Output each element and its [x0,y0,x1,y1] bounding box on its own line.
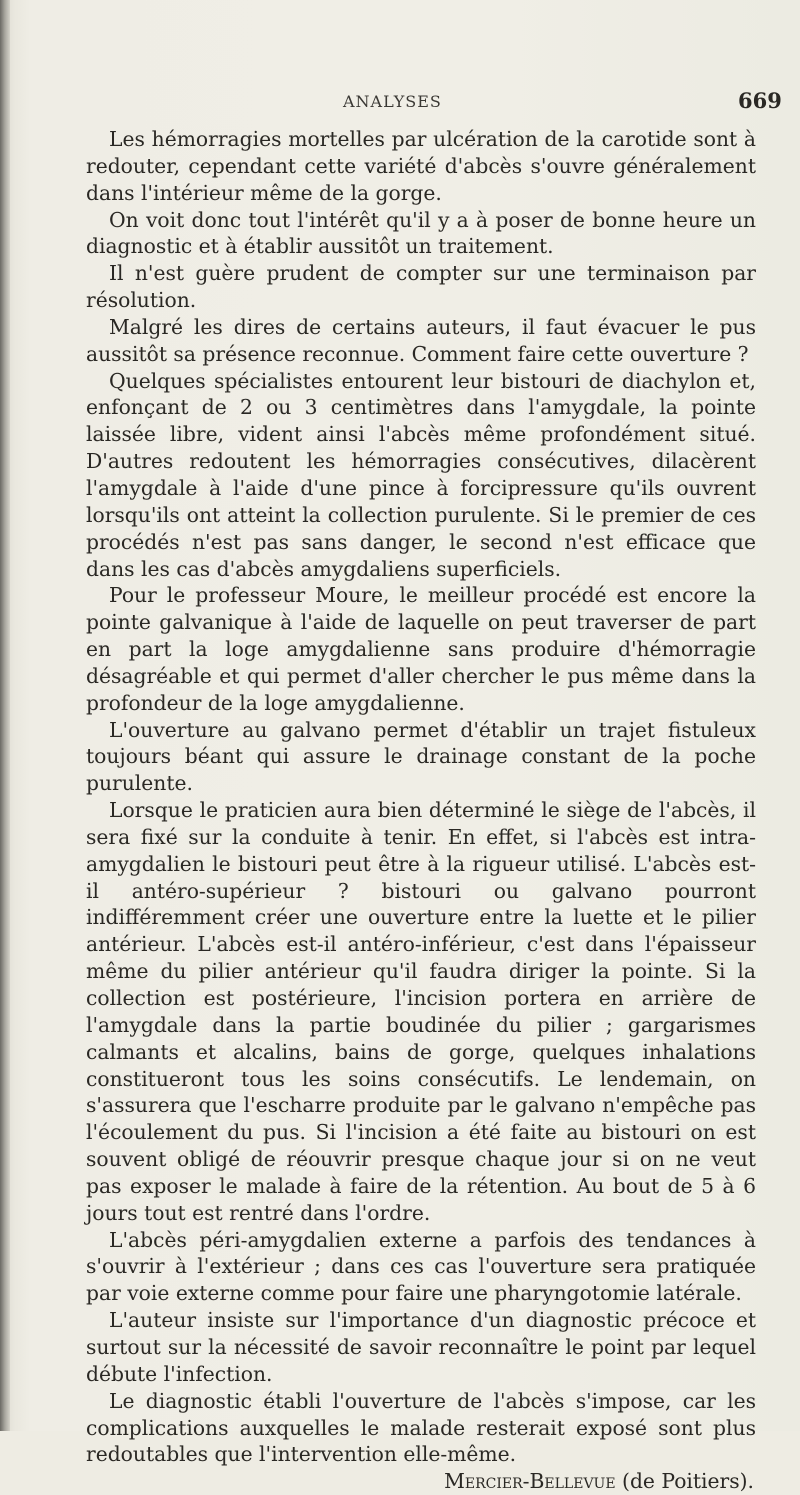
paragraph: Lorsque le praticien aura bien déterminé le siège de l'abcès, il sera fixé sur la conduite à tenir. En effet, si l'abcès est intra-amygdalien le bistouri peut être à la rigueur utilisé. L'abcès est-il antéro-supérieur ? bistouri ou galvano pourront indifféremment créer une ouverture entre la luette et le pilier antérieur. L'abcès est-il antéro-inférieur, c'est dans l'épaisseur même du pilier antérieur qu'il faudra diriger la pointe. Si la collection est postérieure, l'incision portera en arrière de l'amygdale dans la partie boudinée du pilier ; gargarismes calmants et alcalins, bains de gorge, quelques inhalations constitueront tous les soins consécutifs. Le lendemain, on s'assurera que l'escharre produite par le galvano n'empêche pas l'écoulement du pus. Si l'incision a été faite au bistouri on est souvent obligé de réouvrir presque chaque jour si on ne veut pas exposer le malade à faire de la rétention. Au bout de 5 à 6 jours tout est rentré dans l'ordre. [86,798,756,1225]
signature-location: (de Poitiers). [622,1469,754,1494]
signature-author: Mercier-Bellevue [444,1469,616,1494]
paragraph: Les hémorragies mortelles par ulcération de la carotide sont à redouter, cependant cette variété d'abcès s'ouvre généralement dans l'intérieur même de la gorge. [86,127,756,205]
paragraph: L'abcès péri-amygdalien externe a parfois des tendances à s'ouvrir à l'extérieur ; dans ces cas l'ouverture sera pratiquée par voie externe comme pour faire une pharyngotomie latérale. [86,1227,756,1306]
paragraph: Malgré les dires de certains auteurs, il faut évacuer le pus aussitôt sa présence reconnue. Comment faire cette ouverture ? [86,314,756,366]
book-spine-shadow [0,0,10,1431]
paragraph: L'auteur insiste sur l'importance d'un diagnostic précoce et surtout sur la nécessité de savoir reconnaître le point par lequel débute l'infection. [86,1308,756,1386]
paragraph: Pour le professeur Moure, le meilleur procédé est encore la pointe galvanique à l'aide de laquelle on peut traverser de part en part la loge amygdalienne sans produire d'hémorragie désagréable et qui permet d'aller chercher le pus même dans la profondeur de la loge amygdalienne. [86,583,756,715]
article-body [86,126,756,1495]
running-title: ANALYSES [343,92,442,111]
paragraph: Il n'est guère prudent de compter sur une terminaison par résolution. [86,261,756,313]
signature [86,1468,756,1495]
page-number: 669 [738,88,782,113]
page-header [0,88,800,118]
paragraph: L'ouverture au galvano permet d'établir un trajet fistuleux toujours béant qui assure le drainage constant de la poche purulente. [86,717,756,796]
paragraph: Le diagnostic établi l'ouverture de l'abcès s'impose, car les complications auxquelles le malade resterait exposé sont plus redoutables que l'intervention elle-même. [86,1388,756,1467]
paragraph: Quelques spécialistes entourent leur bistouri de diachylon et, enfonçant de 2 ou 3 centimètres dans l'amygdale, la pointe laissée libre, vident ainsi l'abcès même profondément situé. D'autres redoutent les hémorragies consécutives, dilacèrent l'amygdale à l'aide d'une pince à forcipressure qu'ils ouvrent lorsqu'ils ont atteint la collection purulente. Si le premier de ces procédés n'est pas sans danger, le second n'est efficace que dans les cas d'abcès amygdaliens superficiels. [86,368,756,581]
paragraph: On voit donc tout l'intérêt qu'il y a à poser de bonne heure un diagnostic et à établir aussitôt un traitement. [86,207,756,259]
